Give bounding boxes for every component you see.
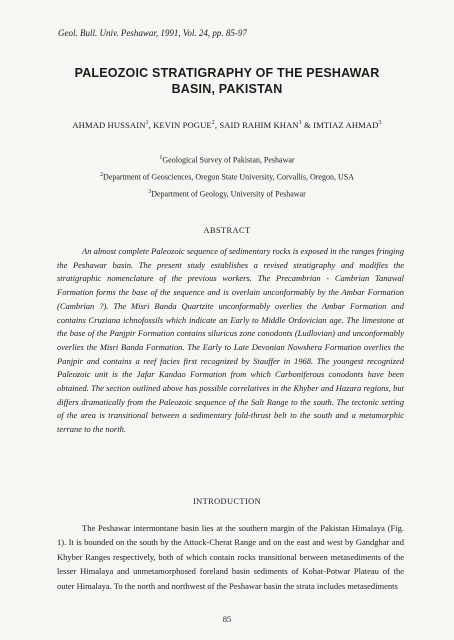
introduction-paragraph: The Peshawar intermontane basin lies at the southern margin of the Pakistan Himalaya (Fig. 1). It is bounded on the south by the Attock-Cherat Range and on the east and west by Gandghar and Khyber Ranges respectively, both of which contain rocks transitional between metasediments of the lesser Himalaya and unmetamorphosed foreland basin sediments of Kohat-Potwar Plateau of the outer Himalaya. To the north and northwest of the Peshawar basin the strata includes metasediments xyxy=(57,523,404,591)
affiliation-mark: 1 xyxy=(159,155,163,161)
author-affiliation-mark: 1 xyxy=(145,120,149,127)
affiliation-2 xyxy=(0,172,454,182)
affiliation-text: Department of Geology, University of Peshawar xyxy=(151,189,306,199)
author-name: AHMAD HUSSAIN xyxy=(72,120,146,130)
introduction-body xyxy=(57,521,404,593)
author-affiliation-mark: 1 xyxy=(298,120,302,127)
title-line-2: BASIN, PAKISTAN xyxy=(171,82,283,96)
author-name: IMTIAZ AHMAD xyxy=(313,120,379,130)
affiliation-text: Department of Geosciences, Oregon State University, Corvallis, Oregon, USA xyxy=(103,172,354,182)
affiliation-3 xyxy=(0,189,454,199)
affiliation-1 xyxy=(0,155,454,165)
affiliation-mark: 3 xyxy=(148,189,152,195)
author-name: SAID RAHIM KHAN xyxy=(219,120,299,130)
page-number: 85 xyxy=(222,614,232,624)
title-line-1: PALEOZOIC STRATIGRAPHY OF THE PESHAWAR xyxy=(74,66,380,80)
author-separator: & xyxy=(301,120,314,130)
affiliation-mark: 2 xyxy=(100,172,103,178)
author-affiliation-mark: 3 xyxy=(378,120,382,127)
paper-title xyxy=(0,65,454,97)
author-separator: , xyxy=(148,120,154,130)
author-list xyxy=(0,120,454,130)
abstract-paragraph: An almost complete Paleozoic sequence of sedimentary rocks is exposed in the ranges fringing the Peshawar basin. The present study establishes a revised stratigraphy and modifies the stratigraphic nomenclature of the previous workers. The Precambrian - Cambrian Tanawal Formation forms the base of the sequence and is overlain unconformably by the Ambar Formation (Cambrian ?). The Misri Banda Quartzite unconformably overlies the Ambar Formation and contains Cruziana ichnofossils which indicate an Early to Middle Ordovician age. The limestone at the base of the Panjpir Formation contains siluricus zone conodonts (Ludlovian) and unconformably overlies the Misri Banda Formation. The Early to Late Devonian Nowshera Formation overlies the Panjpir and contains a reef facies first recognized by Stauffer in 1968. The youngest recognized Paleozoic unit is the Jafar Kandao Formation from which Carboniferous conodonts have been obtained. The section outlined above has possible correlatives in the Khyber and Hazara regions, but differs dramatically from the Paleozoic sequence of the Salt Range to the south. The tectonic setting of the area is transitional between a sedimentary fold-thrust belt to the south and a metamorphic terrane to the north. xyxy=(57,246,404,435)
journal-citation: Geol. Bull. Univ. Peshawar, 1991, Vol. 24, pp. 85-97 xyxy=(58,28,247,38)
abstract-heading: ABSTRACT xyxy=(203,226,251,235)
author-name: KEVIN POGUE xyxy=(153,120,212,130)
affiliation-text: Geological Survey of Pakistan, Peshawar xyxy=(162,155,295,165)
author-separator: , xyxy=(214,120,220,130)
author-affiliation-mark: 2 xyxy=(211,120,215,127)
introduction-heading: INTRODUCTION xyxy=(192,497,262,506)
abstract-body xyxy=(57,245,404,437)
